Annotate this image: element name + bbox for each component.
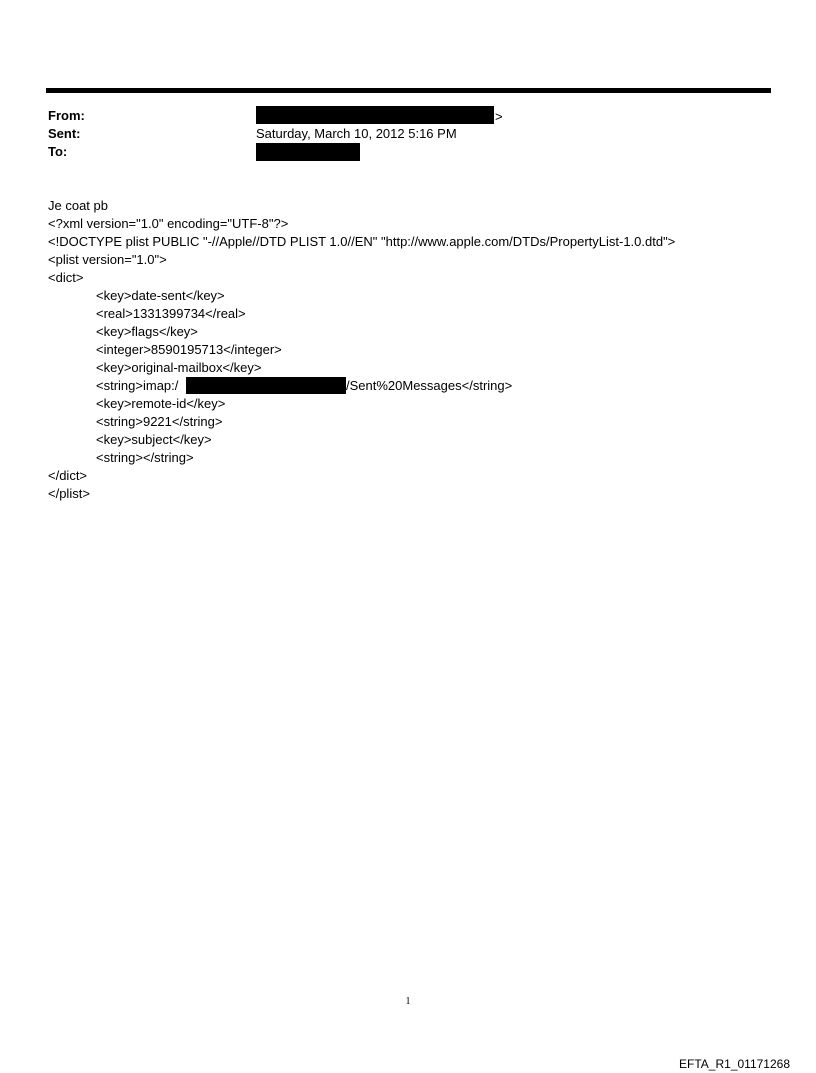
- to-label: To:: [48, 144, 68, 159]
- document-id: EFTA_R1_01171268: [679, 1057, 790, 1071]
- plist-line: <integer>8590195713</integer>: [96, 342, 282, 357]
- plist-line: <key>date-sent</key>: [96, 288, 225, 303]
- from-label: From:: [48, 108, 85, 123]
- dict-close: </dict>: [48, 468, 88, 483]
- page-number: 1: [405, 996, 411, 1007]
- plist-line: <string></string>: [96, 450, 194, 465]
- sent-value: Saturday, March 10, 2012 5:16 PM: [256, 126, 457, 141]
- sent-label: Sent:: [48, 126, 81, 141]
- greeting-text: Je coat pb: [48, 198, 108, 213]
- plist-line: <key>original-mailbox</key>: [96, 360, 262, 375]
- from-redaction: [256, 106, 494, 124]
- plist-line: <key>remote-id</key>: [96, 396, 226, 411]
- to-redaction: [256, 143, 360, 161]
- plist-close: </plist>: [48, 486, 90, 501]
- from-suffix: >: [495, 109, 503, 124]
- xml-declaration: <?xml version="1.0" encoding="UTF-8"?>: [48, 216, 289, 231]
- plist-open: <plist version="1.0">: [48, 252, 167, 267]
- plist-line: <key>flags</key>: [96, 324, 198, 339]
- plist-line: <key>subject</key>: [96, 432, 212, 447]
- plist-line: <real>1331399734</real>: [96, 306, 246, 321]
- mailbox-suffix: /Sent%20Messages</string>: [346, 378, 513, 393]
- plist-line: <string>9221</string>: [96, 414, 223, 429]
- plist-line: <string>imap:/: [96, 378, 179, 393]
- mailbox-redaction: [186, 377, 346, 394]
- header-rule: [46, 88, 771, 93]
- dict-open: <dict>: [48, 270, 84, 285]
- doctype-line: <!DOCTYPE plist PUBLIC "-//Apple//DTD PLIST 1.0//EN" "http://www.apple.com/DTDs/PropertyList-1.0.dtd">: [48, 234, 676, 249]
